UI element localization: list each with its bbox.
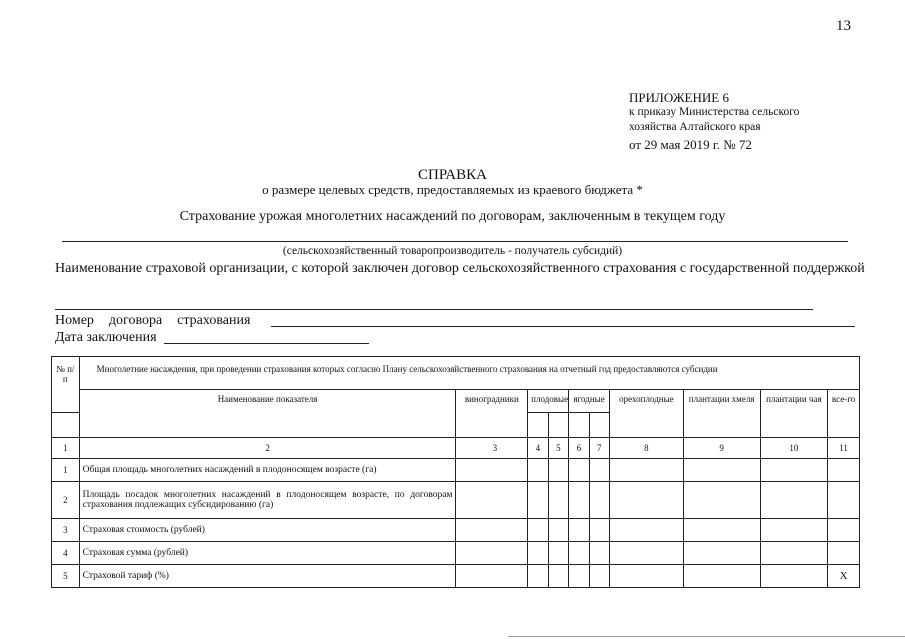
producer-field-line bbox=[62, 241, 848, 242]
contract-label bbox=[55, 313, 265, 329]
value-cell[interactable] bbox=[683, 542, 760, 565]
document-subtitle: о размере целевых средств, предоставляемых из краевого бюджета * bbox=[262, 182, 643, 197]
value-cell[interactable] bbox=[610, 542, 684, 565]
column-number: 10 bbox=[760, 438, 828, 459]
value-cell[interactable] bbox=[683, 565, 760, 588]
col-number-header: № п/п bbox=[52, 357, 80, 413]
value-cell[interactable] bbox=[610, 565, 684, 588]
column-number: 5 bbox=[548, 438, 568, 459]
contract-number-field-line bbox=[271, 326, 855, 327]
value-cell[interactable] bbox=[456, 542, 528, 565]
value-cell[interactable] bbox=[548, 519, 568, 542]
col-berry-header: ягодные bbox=[569, 390, 610, 413]
date-field-line bbox=[164, 343, 369, 344]
table-row bbox=[52, 482, 860, 519]
column-number: 3 bbox=[456, 438, 528, 459]
header-blank-cell bbox=[569, 413, 589, 438]
value-cell[interactable] bbox=[589, 459, 609, 482]
appendix-block bbox=[629, 90, 799, 152]
appendix-line-3: от 29 мая 2019 г. № 72 bbox=[629, 137, 752, 152]
col-name-header: Наименование показателя bbox=[79, 390, 456, 438]
header-blank-cell bbox=[528, 413, 548, 438]
document-title: СПРАВКА bbox=[418, 167, 487, 183]
value-cell[interactable] bbox=[548, 565, 568, 588]
value-cell[interactable] bbox=[610, 519, 684, 542]
value-cell[interactable] bbox=[528, 542, 548, 565]
appendix-line-2: хозяйства Алтайского края bbox=[629, 121, 761, 133]
table-row bbox=[52, 459, 860, 482]
value-cell[interactable] bbox=[760, 459, 828, 482]
value-cell[interactable] bbox=[589, 519, 609, 542]
value-cell[interactable] bbox=[569, 519, 589, 542]
col-hops-header: плантации хмеля bbox=[683, 390, 760, 438]
value-cell[interactable] bbox=[548, 482, 568, 519]
insurer-label: Наименование страховой организации, с которой заключен договор сельскохозяйственного страхования с государственной поддержкой bbox=[55, 261, 865, 276]
col-vineyards-header: виноградники bbox=[456, 390, 528, 438]
total-cell[interactable] bbox=[828, 519, 860, 542]
row-indicator-name: Площадь посадок многолетних насаждений в плодоносящем возрасте, по договорам страхования подлежащих субсидированию (га) bbox=[79, 482, 456, 519]
column-number: 1 bbox=[52, 438, 80, 459]
column-number: 8 bbox=[610, 438, 684, 459]
col-tea-header: плантации чая bbox=[760, 390, 828, 438]
insurer-field-line bbox=[55, 309, 813, 310]
value-cell[interactable] bbox=[456, 565, 528, 588]
value-cell[interactable] bbox=[760, 565, 828, 588]
producer-caption: (сельскохозяйственный товаропроизводитель - получатель субсидий) bbox=[282, 245, 623, 257]
date-label: Дата заключения bbox=[55, 330, 157, 345]
contract-label-word-3: страхования bbox=[177, 313, 251, 328]
total-cell: Х bbox=[828, 565, 860, 588]
column-numbering-row bbox=[52, 438, 860, 459]
value-cell[interactable] bbox=[683, 459, 760, 482]
contract-label-word-1: Номер bbox=[55, 313, 94, 328]
column-number: 7 bbox=[589, 438, 609, 459]
value-cell[interactable] bbox=[528, 519, 548, 542]
table-main-header: Многолетние насаждения, при проведении страхования которых согласно Плану сельскохозяйственного страхования на отчетный год предоставляются субсидии bbox=[79, 357, 859, 390]
page-number: 13 bbox=[836, 18, 851, 34]
value-cell[interactable] bbox=[760, 542, 828, 565]
value-cell[interactable] bbox=[548, 542, 568, 565]
row-indicator-name: Страховая сумма (рублей) bbox=[79, 542, 456, 565]
value-cell[interactable] bbox=[528, 565, 548, 588]
appendix-line-1: к приказу Министерства сельского bbox=[629, 106, 800, 118]
value-cell[interactable] bbox=[456, 482, 528, 519]
value-cell[interactable] bbox=[528, 482, 548, 519]
document-topic: Страхование урожая многолетних насаждений по договорам, заключенным в текущем году bbox=[179, 209, 726, 224]
row-number: 5 bbox=[52, 565, 80, 588]
value-cell[interactable] bbox=[528, 459, 548, 482]
row-number: 3 bbox=[52, 519, 80, 542]
row-number: 4 bbox=[52, 542, 80, 565]
row-indicator-name: Общая площадь многолетних насаждений в плодоносящем возрасте (га) bbox=[79, 459, 456, 482]
value-cell[interactable] bbox=[589, 542, 609, 565]
value-cell[interactable] bbox=[760, 482, 828, 519]
column-number: 11 bbox=[828, 438, 860, 459]
value-cell[interactable] bbox=[683, 482, 760, 519]
table-row bbox=[52, 565, 860, 588]
value-cell[interactable] bbox=[683, 519, 760, 542]
total-cell[interactable] bbox=[828, 482, 860, 519]
row-number: 2 bbox=[52, 482, 80, 519]
value-cell[interactable] bbox=[569, 542, 589, 565]
value-cell[interactable] bbox=[610, 459, 684, 482]
row-number: 1 bbox=[52, 459, 80, 482]
column-number: 9 bbox=[683, 438, 760, 459]
scan-edge-line bbox=[508, 636, 905, 637]
value-cell[interactable] bbox=[610, 482, 684, 519]
subsidy-table bbox=[51, 356, 860, 588]
column-number: 6 bbox=[569, 438, 589, 459]
header-blank-cell bbox=[548, 413, 568, 438]
value-cell[interactable] bbox=[589, 565, 609, 588]
value-cell[interactable] bbox=[589, 482, 609, 519]
col-nut-header: орехоплодные bbox=[610, 390, 684, 438]
contract-label-word-2: договора bbox=[108, 313, 163, 328]
column-number: 2 bbox=[79, 438, 456, 459]
table-row bbox=[52, 519, 860, 542]
value-cell[interactable] bbox=[569, 482, 589, 519]
table-row bbox=[52, 542, 860, 565]
value-cell[interactable] bbox=[569, 565, 589, 588]
appendix-title: ПРИЛОЖЕНИЕ 6 bbox=[629, 90, 729, 105]
total-cell[interactable] bbox=[828, 459, 860, 482]
value-cell[interactable] bbox=[760, 519, 828, 542]
row-indicator-name: Страховая стоимость (рублей) bbox=[79, 519, 456, 542]
value-cell[interactable] bbox=[569, 459, 589, 482]
col-total-header: все-го bbox=[828, 390, 860, 438]
column-number: 4 bbox=[528, 438, 548, 459]
header-blank-cell bbox=[52, 413, 80, 438]
header-blank-cell bbox=[589, 413, 609, 438]
col-fruit-header: плодовые bbox=[528, 390, 569, 413]
total-cell[interactable] bbox=[828, 542, 860, 565]
value-cell[interactable] bbox=[456, 519, 528, 542]
value-cell[interactable] bbox=[456, 459, 528, 482]
value-cell[interactable] bbox=[548, 459, 568, 482]
row-indicator-name: Страховой тариф (%) bbox=[79, 565, 456, 588]
